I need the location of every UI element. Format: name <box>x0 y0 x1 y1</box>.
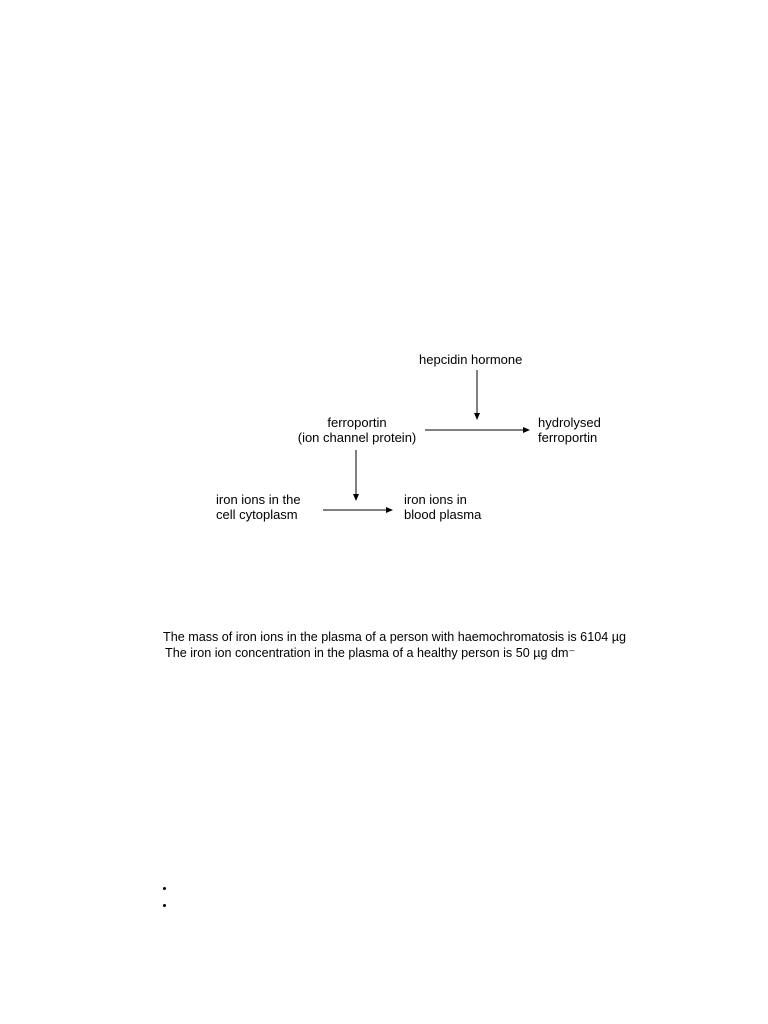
iron-ions-plasma-label <box>404 492 481 522</box>
hydrolysed-ferroportin-label <box>538 415 606 445</box>
iron-ions-in-text: iron ions in <box>404 492 467 507</box>
iron-ions-in-the-text: iron ions in the <box>216 492 301 507</box>
ion-channel-protein-text: (ion channel protein) <box>297 430 417 445</box>
blood-plasma-text: blood plasma <box>404 507 482 522</box>
haemochromatosis-statement-text: The mass of iron ions in the plasma of a person with haemochromatosis is 6104 µg <box>163 630 626 644</box>
ferroportin-label <box>286 415 428 445</box>
ferroportin-text: ferroportin <box>327 415 387 430</box>
hydrolysed-text: hydrolysed <box>538 415 601 430</box>
haemochromatosis-statement <box>163 630 626 645</box>
healthy-concentration-statement <box>165 646 575 661</box>
iron-ions-cytoplasm-label <box>216 492 301 522</box>
cell-cytoplasm-text: cell cytoplasm <box>216 507 298 522</box>
hepcidin-hormone-text: hepcidin hormone <box>419 352 523 367</box>
healthy-concentration-statement-text: The iron ion concentration in the plasma of a healthy person is 50 µg dm⁻ <box>165 646 576 660</box>
hepcidin-hormone-label <box>419 352 522 367</box>
bullet-marker <box>163 904 166 907</box>
bullet-marker <box>163 887 166 890</box>
hydrolysed-ferroportin-text: ferroportin <box>538 430 598 445</box>
